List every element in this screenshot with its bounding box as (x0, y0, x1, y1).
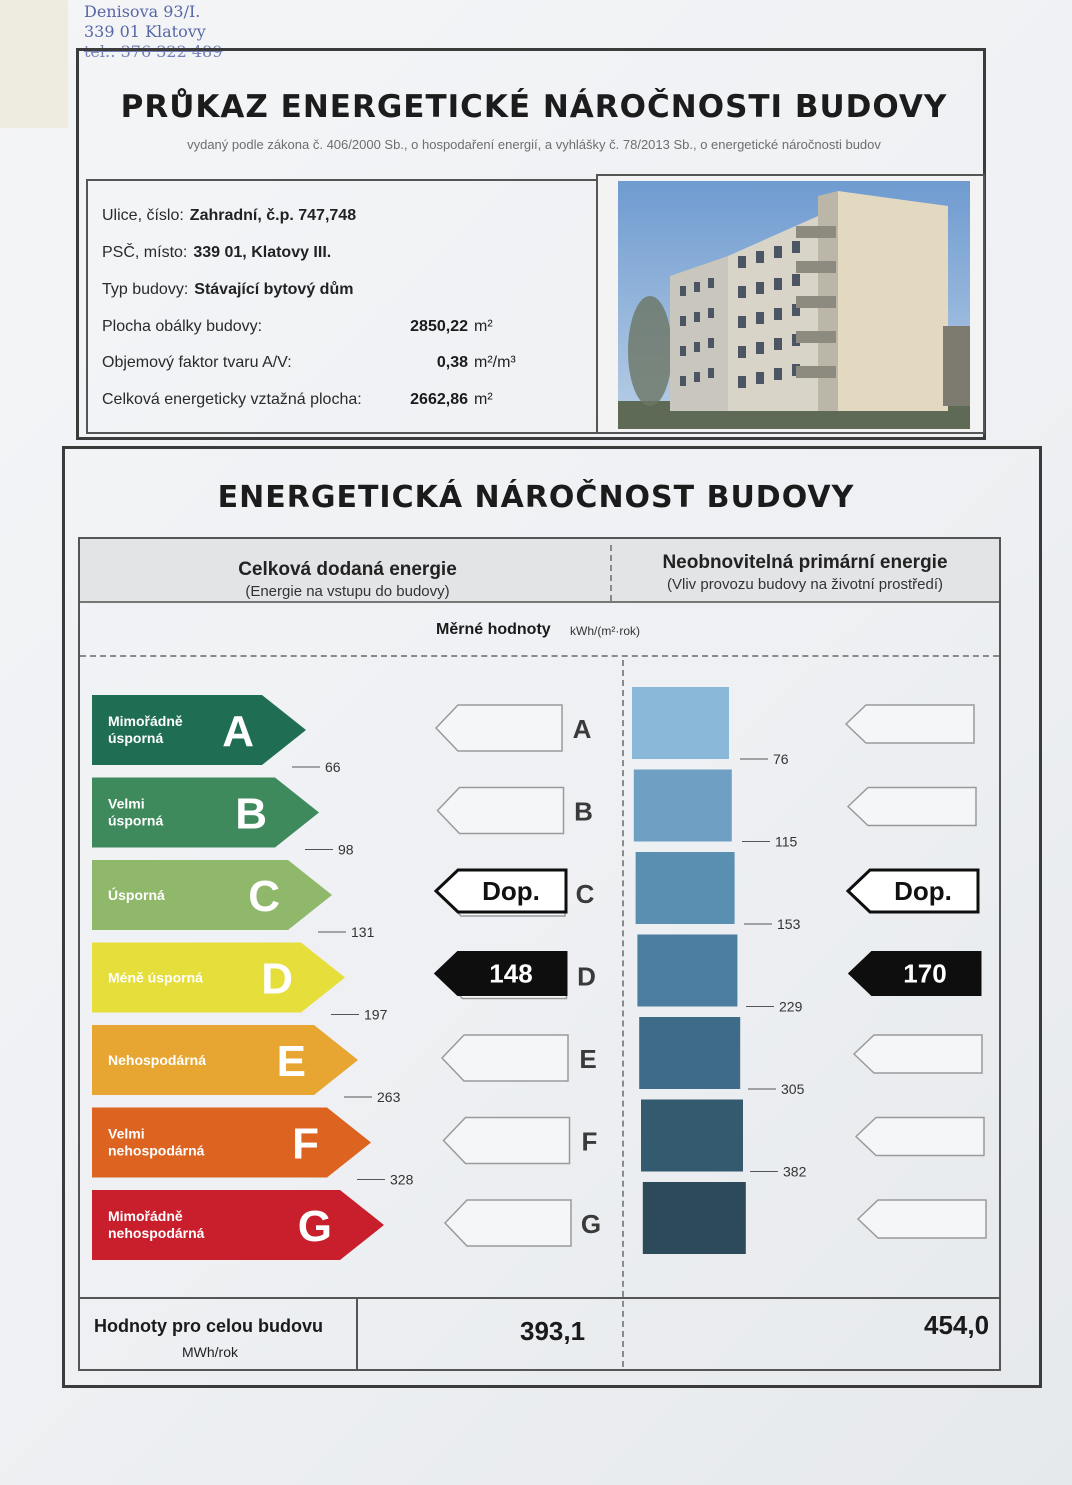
stamp-line-1: Denisova 93/I. (84, 2, 201, 21)
specific-values-unit: kWh/(m²·rok) (570, 624, 640, 638)
left-indicator-g (445, 1200, 571, 1246)
right-value-marker-text: 170 (903, 958, 947, 989)
right-indicator-b (848, 788, 976, 826)
stamp-line-3: tel.: 376 322 489 (84, 42, 223, 61)
class-label-line: Velmi (108, 795, 145, 812)
street-value: Zahradní, č.p. 747,748 (189, 207, 357, 224)
bottom-divider (80, 1297, 999, 1299)
primary-bar-a (632, 687, 729, 759)
right-indicator-f (856, 1118, 984, 1156)
primary-bar-g (643, 1182, 746, 1254)
envelope-label: Plocha obálky budovy: (102, 318, 263, 335)
energy-title: ENERGETICKÁ NÁROČNOST BUDOVY (217, 480, 855, 515)
right-col-title: Neobnovitelná primární energie (662, 552, 948, 573)
area-unit: m² (474, 391, 493, 408)
column-letter-g: G (580, 1209, 602, 1239)
class-letter-g: G (297, 1202, 332, 1251)
class-label-line: Mimořádně (108, 1208, 183, 1224)
right-threshold-229: 229 (779, 998, 803, 1015)
left-threshold-328: 328 (390, 1171, 414, 1188)
postal-value: 339 01, Klatovy III. (193, 244, 332, 261)
class-label-line: Nehospodárná (108, 1052, 207, 1068)
primary-bar-e (639, 1017, 740, 1089)
left-indicator-a (436, 705, 562, 751)
type-value: Stávající bytový dům (194, 281, 354, 298)
right-threshold-382: 382 (783, 1163, 807, 1180)
class-label-e (108, 1052, 206, 1068)
column-letter-c: C (575, 879, 595, 909)
right-threshold-115: 115 (775, 833, 798, 850)
left-threshold-263: 263 (377, 1089, 401, 1105)
left-col-title: Celková dodaná energie (238, 559, 457, 580)
class-letter-b: B (235, 789, 267, 839)
left-value-marker-text: 148 (489, 958, 533, 989)
area-value: 2662,86 (410, 391, 468, 408)
class-letter-e: E (276, 1037, 306, 1086)
right-indicator-g (858, 1200, 986, 1238)
primary-bar-c (636, 852, 735, 924)
class-label-line: Úsporná (108, 887, 165, 903)
left-requirement-marker-text: Dop. (482, 876, 540, 906)
right-threshold-305: 305 (781, 1081, 805, 1097)
class-label-line: úsporná (108, 730, 164, 746)
class-label-line: Velmi (108, 1125, 145, 1142)
bottom-title: Hodnoty pro celou budovu (94, 1316, 323, 1336)
class-label-line: nehospodárná (108, 1142, 205, 1159)
column-letter-b: B (574, 796, 593, 827)
type-label: Typ budovy: (102, 281, 189, 298)
class-letter-f: F (292, 1119, 319, 1169)
class-letter-c: C (248, 872, 280, 921)
shape-value: 0,38 (436, 354, 468, 371)
column-letter-a: A (572, 714, 592, 744)
class-letter-a: A (222, 707, 254, 756)
right-threshold-76: 76 (773, 751, 789, 767)
total-delivered-energy: 393,1 (520, 1316, 586, 1346)
column-letter-f: F (581, 1126, 598, 1157)
left-threshold-197: 197 (364, 1006, 388, 1023)
right-col-sub: (Vliv provozu budovy na životní prostředí) (667, 576, 943, 593)
street-label: Ulice, číslo: (102, 207, 184, 224)
left-indicator-f (444, 1118, 570, 1164)
right-threshold-153: 153 (777, 916, 801, 932)
specific-values-label: Měrné hodnoty (436, 621, 551, 638)
class-label-line: Méně úsporná (108, 969, 203, 986)
left-threshold-131: 131 (351, 924, 375, 940)
class-label-d (108, 970, 203, 986)
shape-unit: m²/m³ (474, 354, 516, 371)
left-threshold-66: 66 (325, 759, 341, 775)
class-label-c (108, 886, 165, 903)
primary-bar-b (634, 770, 732, 842)
column-letter-e: E (579, 1044, 597, 1074)
stamp-line-2: 339 01 Klatovy (84, 22, 206, 41)
envelope-unit: m² (474, 318, 493, 335)
envelope-value: 2850,22 (410, 318, 468, 335)
shape-label: Objemový faktor tvaru A/V: (102, 354, 292, 371)
class-label-line: Mimořádně (108, 713, 183, 729)
left-indicator-e (442, 1035, 568, 1081)
primary-bar-d (637, 935, 737, 1007)
left-threshold-98: 98 (338, 841, 354, 858)
left-indicator-b (438, 788, 564, 834)
bottom-cell-divider (356, 1298, 358, 1370)
total-primary-energy: 454,0 (924, 1310, 990, 1340)
class-letter-d: D (261, 954, 293, 1004)
postal-label: PSČ, místo: (102, 244, 188, 261)
right-requirement-marker-text: Dop. (894, 876, 952, 906)
left-col-sub: (Energie na vstupu do budovy) (245, 583, 450, 600)
certificate-subtitle: vydaný podle zákona č. 406/2000 Sb., o hospodaření energií, a vyhlášky č. 78/2013 Sb., o energetické náročnosti budov (187, 137, 881, 152)
primary-bar-f (641, 1100, 743, 1172)
right-indicator-e (854, 1035, 982, 1073)
bottom-unit: MWh/rok (182, 1344, 238, 1360)
right-indicator-a (846, 705, 974, 743)
class-label-line: nehospodárná (108, 1225, 205, 1241)
area-label: Celková energeticky vztažná plocha: (102, 391, 362, 408)
class-label-line: úsporná (108, 812, 164, 829)
column-letter-d: D (577, 961, 596, 992)
certificate-title: PRŮKAZ ENERGETICKÉ NÁROČNOSTI BUDOVY (120, 89, 948, 125)
